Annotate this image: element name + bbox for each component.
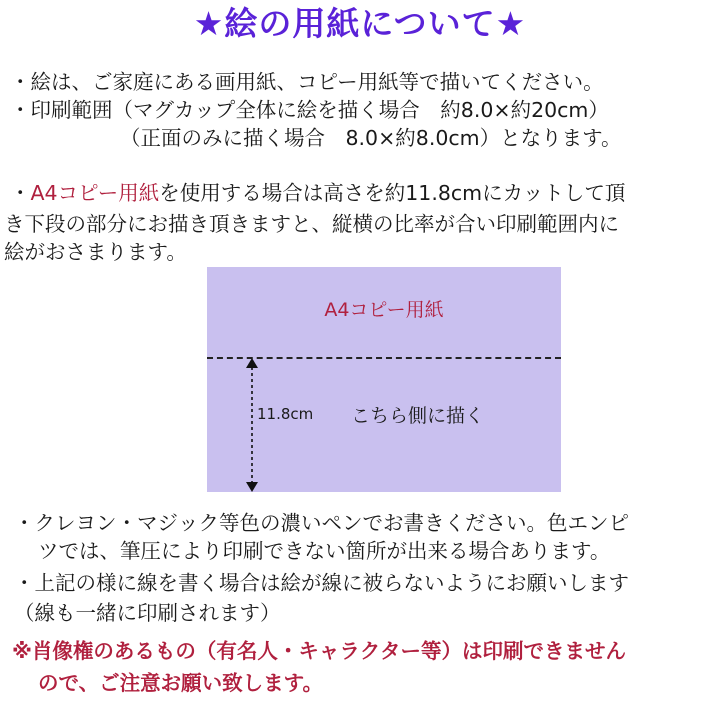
crayon-note-line-1: ・クレヨン・マジック等色の濃いペンでお書きください。色エンピ xyxy=(14,511,629,535)
a4-paper-highlight: A4コピー用紙 xyxy=(30,181,160,205)
intro-line-2: ・印刷範囲（マグカップ全体に絵を描く場合 約8.0×約20cm） xyxy=(10,98,609,122)
paper-label: A4コピー用紙 xyxy=(324,299,444,321)
a4-note-line-1 xyxy=(10,180,625,206)
measure-label: 11.8cm xyxy=(257,405,314,423)
line-note-line-2: （線も一緒に印刷されます） xyxy=(14,601,281,625)
a4-note-bullet: ・ xyxy=(10,181,31,205)
a4-note-rest: を使用する場合は高さを約11.8cmにカットして頂 xyxy=(159,181,626,205)
intro-line-1: ・絵は、ご家庭にある画用紙、コピー用紙等で描いてください。 xyxy=(10,70,604,94)
warning-line-2: ので、ご注意お願い致します。 xyxy=(38,671,323,695)
line-note-line-1: ・上記の様に線を書く場合は絵が線に被らないようにお願いします xyxy=(14,571,629,595)
cut-line xyxy=(207,357,561,359)
a4-note-line-3: 絵がおさまります。 xyxy=(4,240,187,264)
crayon-note-line-2: ツでは、筆圧により印刷できない箇所が出来る場合あります。 xyxy=(38,539,611,563)
page-title: ★絵の用紙について★ xyxy=(193,4,527,43)
warning-line-1: ※肖像権のあるもの（有名人・キャラクター等）は印刷できません xyxy=(12,639,627,663)
intro-line-3: （正面のみに描く場合 8.0×約8.0cm）となります。 xyxy=(120,126,622,150)
draw-area-label: こちら側に描く xyxy=(351,405,485,427)
paper-diagram xyxy=(207,267,561,492)
a4-note-line-2: き下段の部分にお描き頂きますと、縦横の比率が合い印刷範囲内に xyxy=(4,212,619,236)
height-arrow-icon xyxy=(245,358,259,492)
